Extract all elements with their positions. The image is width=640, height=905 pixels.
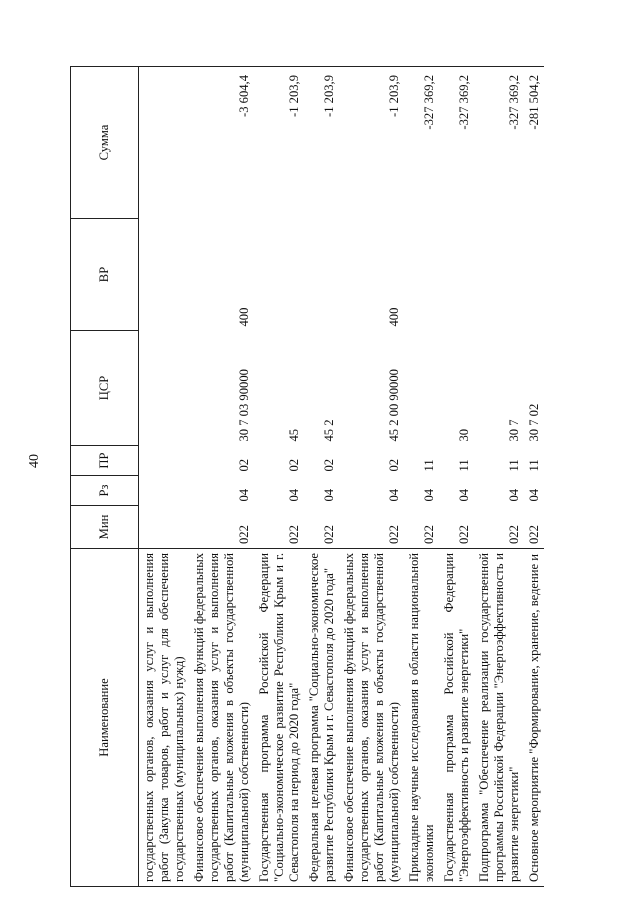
row-min: 022 [387,525,401,544]
row-min: 022 [237,525,251,544]
row-vr [254,219,304,331]
row-csr [139,331,190,446]
row-name: Основное мероприятие "Формирование, хранение, ведение и [524,549,544,887]
row-csr: 30 7 [507,419,521,442]
row-name: государственных органов, оказания услуг и выполнения работ (Закупка товаров, работ и услуг для обеспечения государственных (муниципальных) нужд) [139,549,190,887]
document-page [0,45,600,905]
row-pr: 02 [237,458,251,472]
row-rz: 04 [387,488,401,502]
row-rz: 04 [507,488,521,502]
header-csr: ЦСР [71,331,139,446]
row-sum [139,67,190,219]
row-sum: -3 604,4 [189,67,254,219]
row-csr: 45 [287,428,301,442]
row-csr: 30 [457,428,471,442]
row-vr: 400 [387,307,401,327]
row-name: Финансовое обеспечение выполнения функций федеральных государственных органов, оказания услуг и выполнения работ (Капитальные вложения в объекты государственной (муниципальной) собственности) [339,549,404,887]
header-min: Мин [71,506,139,549]
table-body [139,67,545,887]
row-sum: -327 369,2 [439,67,474,219]
row-pr: 11 [422,459,436,472]
table-row [139,67,190,887]
header-sum: Сумма [71,67,139,219]
row-sum: -1 203,9 [339,67,404,219]
row-min [139,506,190,549]
row-rz: 04 [322,488,336,502]
row-sum: -327 369,2 [404,67,439,219]
row-min: 022 [457,525,471,544]
header-pr: ПР [71,446,139,476]
row-rz: 04 [287,488,301,502]
row-name: Государственная программа Российской Федерации "Энергоэффективность и развитие энергетики" [439,549,474,887]
row-csr: 30 7 02 [527,403,541,442]
table-row [404,67,439,887]
row-rz: 04 [422,488,436,502]
row-sum: -327 369,2 [474,67,524,219]
row-min: 022 [527,525,541,544]
row-pr: 02 [287,458,301,472]
table-header-row [71,67,139,887]
row-sum: -281 504,2 [524,67,544,219]
row-name: Финансовое обеспечение выполнения функций федеральных государственных органов, оказания услуг и выполнения работ (Капитальные вложения в объекты государственной (муниципальной) собственности) [189,549,254,887]
header-vr: ВР [71,219,139,331]
row-vr [139,219,190,331]
row-csr: 45 2 [322,419,336,442]
row-min: 022 [287,525,301,544]
page-number: 40 [27,454,42,468]
row-sum: -1 203,9 [304,67,339,219]
row-sum: -1 203,9 [254,67,304,219]
row-min: 022 [422,525,436,544]
row-rz [139,476,190,506]
row-csr: 30 7 03 90000 [237,369,251,442]
row-csr [404,331,439,446]
row-pr: 11 [457,459,471,472]
row-vr [304,219,339,331]
table-row [339,67,404,887]
row-min: 022 [507,525,521,544]
table-row [189,67,254,887]
row-pr: 11 [527,459,541,472]
table-row [524,67,544,887]
row-name: Государственная программа Российской Федерации "Социально-экономическое развитие Республики Крым и г. Севастополя на период до 2020 года" [254,549,304,887]
table-row [304,67,339,887]
row-pr: 02 [322,458,336,472]
table-row [474,67,524,887]
table-row [439,67,474,887]
row-rz: 04 [457,488,471,502]
row-vr [524,219,544,331]
row-rz: 04 [527,488,541,502]
row-vr: 400 [237,307,251,327]
row-name: Прикладные научные исследования в области национальной экономики [404,549,439,887]
header-rz: Рз [71,476,139,506]
row-csr: 45 2 00 90000 [387,369,401,442]
table-row [254,67,304,887]
row-pr: 02 [387,458,401,472]
header-name: Наименование [71,549,139,887]
row-vr [474,219,524,331]
budget-table [70,66,544,887]
row-pr: 11 [507,459,521,472]
row-name: Подпрограмма "Обеспечение реализации государственной программы Российской Федерации "Энергоэффективность и развитие энергетики" [474,549,524,887]
row-name: Федеральная целевая программа "Социально-экономическое развитие Республики Крым и г. Севастополя до 2020 года" [304,549,339,887]
row-pr [139,446,190,476]
row-rz: 04 [237,488,251,502]
row-vr [404,219,439,331]
row-vr [439,219,474,331]
row-min: 022 [322,525,336,544]
